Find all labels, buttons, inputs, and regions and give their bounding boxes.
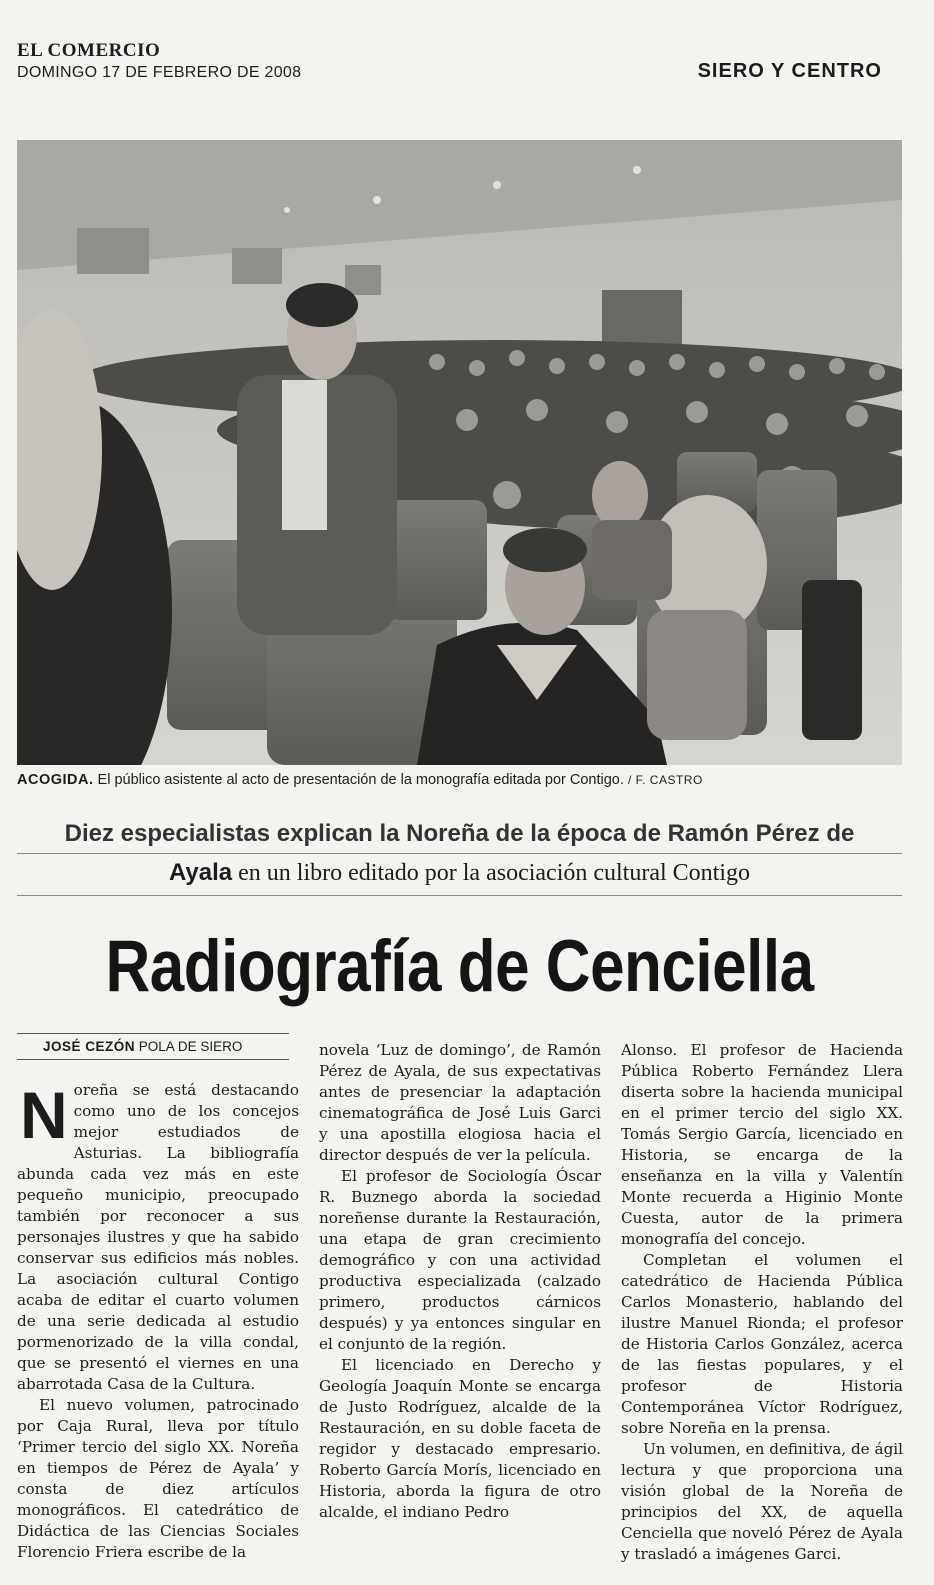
article-column-2 [319,1040,601,1523]
subheadline-rest: en un libro editado por la asociación cultural Contigo [238,860,751,886]
subheadline-bold-word: Ayala [168,859,233,886]
headline: Radiografía de Cenciella [105,926,814,1008]
author-name: JOSÉ CEZÓN [43,1039,136,1054]
audience-photo [17,140,902,765]
paragraph: Un volumen, en definitiva, de ágil lectura y que proporciona una visión global de la Noreña de principios del XX, de aquella Cenciella que noveló Pérez de Ayala y trasladó a imágenes Garci. [621,1440,903,1563]
paragraph: novela ‘Luz de domingo’, de Ramón Pérez de Ayala, de sus expectativas antes de presenciar la adaptación cinematográfica de José Luis Garci y una apostilla elogiosa hacia el director después de ver la película. [319,1041,601,1164]
publication-date: DOMINGO 17 DE FEBRERO DE 2008 [17,64,302,81]
masthead [17,40,882,86]
caption-text: El público asistente al acto de presentación de la monografía editada por Contigo. [97,772,624,788]
photo-credit: / F. CASTRO [627,773,703,787]
byline [17,1033,289,1060]
paragraph: Alonso. El profesor de Hacienda Pública Roberto Fernández Llera diserta sobre la hacienda municipal en el primer tercio del siglo XX. Tomás Sergio García, licenciado en Historia, se encarga de la enseñanza en la villa y Valentín Monte recuerda a Higinio Monte Cuesta, autor de la primera monografía del concejo. [621,1041,903,1248]
dropcap: N [20,1078,68,1152]
newspaper-name: EL COMERCIO [17,40,161,61]
photo-caption [17,772,902,788]
audience-photo-icon [17,140,902,765]
author-location: POLA DE SIERO [138,1039,243,1054]
paragraph: El licenciado en Derecho y Geología Joaquín Monte se encarga de Justo Rodríguez, alcalde de la Restauración, en su doble faceta de regidor y destacado empresario. Roberto García Morís, licenciado en Historia, aborda la figura de otro alcalde, el indiano Pedro [319,1356,601,1521]
subheadline-line1: Diez especialistas explican la Noreña de la época de Ramón Pérez de [17,820,902,854]
paragraph: Completan el volumen el catedrático de Hacienda Pública Carlos Monasterio, hablando del ilustre Manuel Rionda; el profesor de Historia Carlos González, acerca de las fiestas populares, y el profesor de Historia Contemporánea Víctor Rodríguez, sobre Noreña en la prensa. [621,1251,903,1437]
paragraph: El nuevo volumen, patrocinado por Caja Rural, lleva por título ‘Primer tercio del siglo XX. Noreña en tiempos de Pérez de Ayala’ y consta de diez artículos monográficos. El catedrático de Didáctica de las Ciencias Sociales Florencio Friera escribe de la [17,1396,299,1561]
paragraph [17,1080,299,1395]
caption-label: ACOGIDA. [17,772,94,788]
paragraph: El profesor de Sociología Óscar R. Buznego aborda la sociedad noreñense durante la Restauración, una etapa de gran crecimiento demográfico y con una actividad productiva especializada (calzado primero, productos cárnicos después) y ya entonces singular en el conjunto de la región. [319,1167,601,1353]
article-column-3 [621,1040,903,1565]
article-column-1 [17,1080,299,1563]
paragraph-text: oreña se está destacando como uno de los concejos mejor estudiados de Asturias. La bibliografía abunda cada vez más en este pequeño municipio, preocupado también por reconocer a sus personajes ilustres y que ha sabido conservar sus edificios más nobles. La asociación cultural Contigo acaba de editar el cuarto volumen de una serie dedicada al estudio pormenorizado de la villa condal, que se presentó el viernes en una abarrotada Casa de la Cultura. [17,1081,299,1393]
subheadline-line2 [17,854,902,896]
subheadline [17,820,902,896]
section-title: SIERO Y CENTRO [697,60,882,82]
